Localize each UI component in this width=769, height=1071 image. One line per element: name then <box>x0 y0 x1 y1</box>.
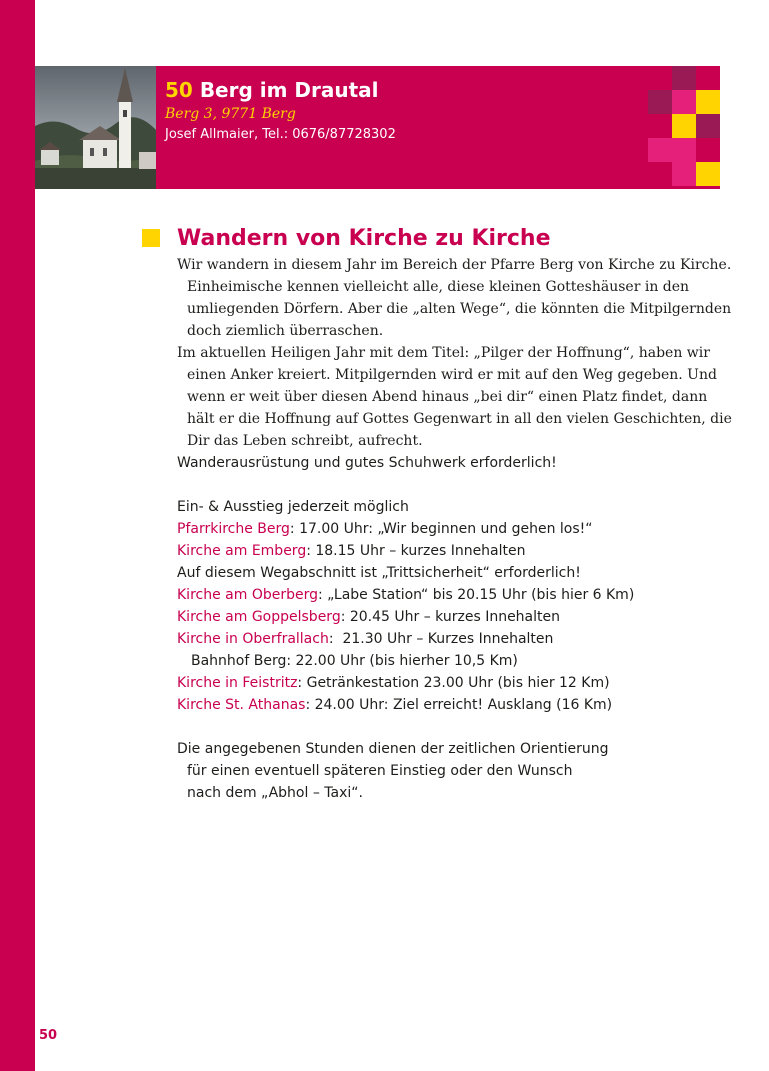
decor-square <box>696 162 720 186</box>
trail-warning: Auf diesem Wegabschnitt ist „Trittsicherheit“ erforderlich! <box>177 565 581 581</box>
section-content <box>177 224 737 804</box>
stop-text: : 17.00 Uhr: „Wir beginnen und gehen los!“ <box>289 521 593 537</box>
section-bullet <box>142 229 160 247</box>
stop-place: Kirche am Emberg <box>177 543 307 559</box>
decor-square <box>696 90 720 114</box>
church-photo-graphic <box>35 66 156 189</box>
decor-square <box>672 114 696 138</box>
section-title: Wandern von Kirche zu Kirche <box>177 226 551 251</box>
stop-place: Kirche am Oberberg <box>177 587 318 603</box>
intro-paragraph: Wir wandern in diesem Jahr im Bereich der Pfarre Berg von Kirche zu Kirche. Einheimische kennen vielleicht alle, diese kleinen Gotteshäuser in den umliegenden Dörfern. Aber die „alten Wege“, die könnten die Mitpilgernden doch ziemlich überraschen. <box>177 257 732 339</box>
event-title <box>165 76 396 104</box>
anchor-paragraph: Im aktuellen Heiligen Jahr mit dem Titel: „Pilger der Hoffnung“, haben wir einen Anker kreiert. Mitpilgernden wird er mit auf den Weg gegeben. Und wenn er weit über diesen Abend hinaus „bei dir“ einen Platz findet, dann hält er die Hoffnung auf Gottes Gegenwart in all den vielen Geschichten, die Dir das Leben schreibt, aufrecht. <box>177 345 732 449</box>
stop-place: Kirche St. Athanas <box>177 697 306 713</box>
stop-kirche-in-oberfrallach <box>177 628 737 650</box>
decor-square <box>672 90 696 114</box>
stop-text: : 24.00 Uhr: Ziel erreicht! Ausklang (16 Km) <box>305 697 613 713</box>
event-number: 50 <box>165 78 193 102</box>
decor-square <box>672 162 696 186</box>
closing-line: nach dem „Abhol – Taxi“. <box>187 785 363 801</box>
decor-square <box>648 90 672 114</box>
stop-text: : 21.30 Uhr – Kurzes Innehalten <box>328 631 554 647</box>
stop-kirche-st-athanas <box>177 694 737 716</box>
stop-kirche-am-oberberg <box>177 584 737 606</box>
spacer <box>177 474 737 496</box>
stop-place: Pfarrkirche Berg <box>177 521 290 537</box>
stop-place: Kirche in Feistritz <box>177 675 298 691</box>
stop-text: : 18.15 Uhr – kurzes Innehalten <box>306 543 526 559</box>
equipment-note: Wanderausrüstung und gutes Schuhwerk erforderlich! <box>177 455 557 471</box>
page-number: 50 <box>39 1028 58 1043</box>
spacer <box>177 716 737 738</box>
event-address: Berg 3, 9771 Berg <box>165 106 296 122</box>
decor-square <box>648 138 672 162</box>
stop-kirche-am-emberg <box>177 540 737 562</box>
stop-text: : 20.45 Uhr – kurzes Innehalten <box>340 609 560 625</box>
stop-kirche-in-feistritz <box>177 672 737 694</box>
event-name: Berg im Drautal <box>199 78 379 102</box>
decor-square <box>672 138 696 162</box>
event-header <box>35 66 720 189</box>
entry-note: Ein- & Ausstieg jederzeit möglich <box>177 499 409 515</box>
stop-pfarrkirche-berg <box>177 518 737 540</box>
stop-place: Kirche am Goppelsberg <box>177 609 341 625</box>
left-color-bar <box>0 0 35 1071</box>
stop-text: : „Labe Station“ bis 20.15 Uhr (bis hier 6 Km) <box>318 587 635 603</box>
header-text <box>165 76 396 144</box>
church-photo <box>35 66 156 189</box>
stop-text: : Getränkestation 23.00 Uhr (bis hier 12 Km) <box>297 675 610 691</box>
event-contact: Josef Allmaier, Tel.: 0676/87728302 <box>165 127 396 142</box>
stop-kirche-am-goppelsberg <box>177 606 737 628</box>
stop-place: Kirche in Oberfrallach <box>177 631 329 647</box>
stop-bahnhof-berg: Bahnhof Berg: 22.00 Uhr (bis hierher 10,5 Km) <box>191 653 518 669</box>
decor-square <box>696 114 720 138</box>
closing-line: für einen eventuell späteren Einstieg oder den Wunsch <box>187 763 573 779</box>
decor-square <box>672 66 696 90</box>
closing-line: Die angegebenen Stunden dienen der zeitlichen Orientierung <box>177 741 609 757</box>
